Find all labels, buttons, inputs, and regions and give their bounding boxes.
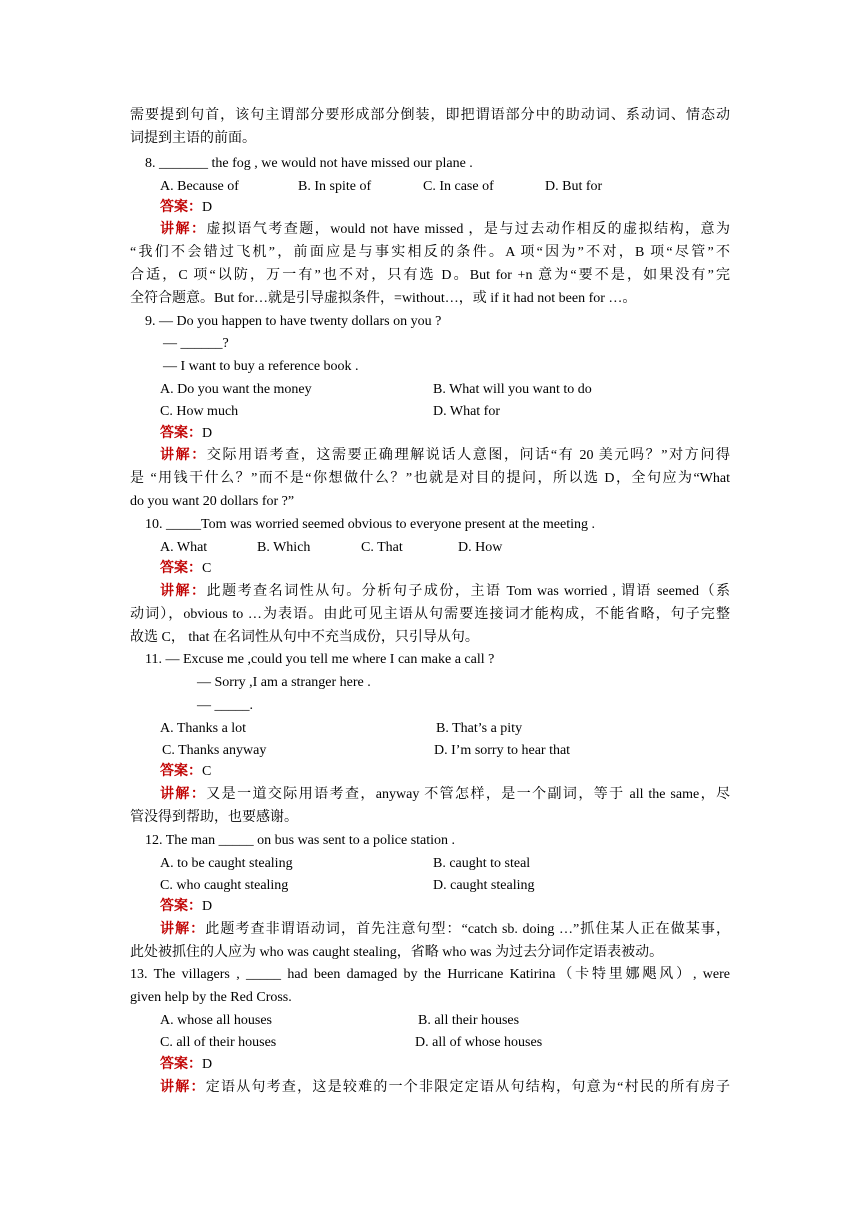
answer-value: D bbox=[202, 899, 213, 914]
q10-option-c: C. That bbox=[361, 540, 403, 555]
q9-explanation-1 bbox=[160, 446, 730, 466]
q11-stem: 11. — Excuse me ,could you tell me where I can make a call ? bbox=[145, 652, 495, 667]
q12-option-c: C. who caught stealing bbox=[160, 878, 289, 893]
q13-stem-2: given help by the Red Cross. bbox=[130, 990, 292, 1005]
q13-option-b: B. all their houses bbox=[418, 1013, 520, 1028]
q11-option-b: B. That’s a pity bbox=[436, 721, 523, 736]
answer-value: D bbox=[202, 200, 213, 215]
q10-explanation-2: 动词），obvious to …为表语。由此可见主语从句需要连接词才能构成，不能省略，句子完整 bbox=[130, 607, 730, 622]
q11-option-c: C. Thanks anyway bbox=[162, 743, 267, 758]
q8-option-d: D. But for bbox=[545, 179, 603, 194]
q12-option-d: D. caught stealing bbox=[433, 878, 535, 893]
explanation-text: 虚拟语气考查题，would not have missed ，是与过去动作相反的虚拟结构，意为 bbox=[206, 222, 730, 237]
answer-value: D bbox=[202, 426, 213, 441]
intro-line-1: 需要提到句首，该句主谓部分要形成部分倒装，即把谓语部分中的助动词、系动词、情态动 bbox=[130, 108, 730, 123]
answer-label: 答案： bbox=[160, 561, 202, 576]
explanation-text: 此题考查非谓语动词，首先注意句型：“catch sb. doing …”抓住某人正在做某事， bbox=[205, 922, 731, 937]
q8-explanation-4: 全符合题意。But for…就是引导虚拟条件，=without…，或 if it had not been for …。 bbox=[130, 291, 637, 306]
answer-label: 答案： bbox=[160, 764, 202, 779]
answer-label: 答案： bbox=[160, 1057, 202, 1072]
explanation-label: 讲解： bbox=[160, 922, 206, 937]
explanation-label: 讲解： bbox=[160, 787, 207, 802]
q10-stem: 10. _____Tom was worried seemed obvious to everyone present at the meeting . bbox=[145, 517, 596, 532]
explanation-label: 讲解： bbox=[160, 222, 207, 237]
q11-dialog-3: — _____. bbox=[197, 698, 253, 713]
q13-answer bbox=[160, 1055, 212, 1075]
explanation-text: 此题考查名词性从句。分析句子成份，主语 Tom was worried , 谓语 seemed（系 bbox=[206, 584, 730, 599]
q9-explanation-3: do you want 20 dollars for ?” bbox=[130, 494, 295, 509]
q9-answer bbox=[160, 424, 212, 444]
q9-option-c: C. How much bbox=[160, 404, 239, 419]
q12-option-b: B. caught to steal bbox=[433, 856, 531, 871]
q12-answer bbox=[160, 897, 212, 917]
answer-value: C bbox=[202, 764, 212, 779]
answer-label: 答案： bbox=[160, 899, 202, 914]
explanation-label: 讲解： bbox=[160, 448, 207, 463]
q13-explanation-1 bbox=[160, 1078, 730, 1098]
q13-option-c: C. all of their houses bbox=[160, 1035, 277, 1050]
explanation-label: 讲解： bbox=[160, 1080, 206, 1095]
q9-option-a: A. Do you want the money bbox=[160, 382, 312, 397]
q10-explanation-3: 故选 C， that 在名词性从句中不充当成份，只引导从句。 bbox=[130, 630, 479, 645]
explanation-text: 交际用语考查，这需要正确理解说话人意图，问话“有 20 美元吗？”对方问得 bbox=[206, 448, 730, 463]
q8-explanation-3: 合适，C 项“以防，万一有”也不对，只有选 D。But for +n 意为“要不是，如果没有”完 bbox=[130, 268, 730, 283]
q9-dialog-2: — ______? bbox=[163, 336, 229, 351]
explanation-text: 又是一道交际用语考查，anyway 不管怎样，是一个副词，等于 all the same，尽 bbox=[206, 787, 731, 802]
q8-answer bbox=[160, 198, 212, 218]
q10-option-a: A. What bbox=[160, 540, 208, 555]
answer-label: 答案： bbox=[160, 426, 202, 441]
q13-option-d: D. all of whose houses bbox=[415, 1035, 543, 1050]
answer-label: 答案： bbox=[160, 200, 202, 215]
q12-option-a: A. to be caught stealing bbox=[160, 856, 293, 871]
q9-option-b: B. What will you want to do bbox=[433, 382, 592, 397]
explanation-label: 讲解： bbox=[160, 584, 207, 599]
q11-dialog-2: — Sorry ,I am a stranger here . bbox=[197, 675, 371, 690]
q13-stem: 13. The villagers , _____ had been damaged by the Hurricane Katirina（卡特里娜飓风）, were bbox=[130, 967, 730, 982]
q10-answer bbox=[160, 559, 211, 579]
q11-option-a: A. Thanks a lot bbox=[160, 721, 247, 736]
q12-stem: 12. The man _____ on bus was sent to a police station . bbox=[145, 833, 456, 848]
q9-explanation-2: 是 “用钱干什么？”而不是“你想做什么？”也就是对目的提问，所以选 D，全句应为“What bbox=[130, 471, 730, 486]
q8-stem: 8. _______ the fog , we would not have missed our plane . bbox=[145, 156, 473, 171]
q8-explanation-1 bbox=[160, 220, 730, 240]
q11-option-d: D. I’m sorry to hear that bbox=[434, 743, 571, 758]
q10-option-d: D. How bbox=[458, 540, 503, 555]
q8-explanation-2: “我们不会错过飞机”，前面应是与事实相反的条件。A 项“因为”不对，B 项“尽管”不 bbox=[130, 245, 730, 260]
q8-option-a: A. Because of bbox=[160, 179, 239, 194]
q8-option-c: C. In case of bbox=[423, 179, 494, 194]
q11-explanation-2: 管没得到帮助，也要感谢。 bbox=[130, 810, 298, 825]
explanation-text: 定语从句考查，这是较难的一个非限定定语从句结构，句意为“村民的所有房子 bbox=[205, 1080, 730, 1095]
q13-option-a: A. whose all houses bbox=[160, 1013, 272, 1028]
q9-option-d: D. What for bbox=[433, 404, 500, 419]
q10-explanation-1 bbox=[160, 582, 730, 602]
answer-value: C bbox=[202, 561, 212, 576]
q8-option-b: B. In spite of bbox=[298, 179, 372, 194]
q9-dialog-3: — I want to buy a reference book . bbox=[163, 359, 359, 374]
answer-value: D bbox=[202, 1057, 213, 1072]
q10-option-b: B. Which bbox=[257, 540, 311, 555]
q11-answer bbox=[160, 762, 211, 782]
q12-explanation-1 bbox=[160, 920, 730, 940]
q9-stem: 9. — Do you happen to have twenty dollars on you ? bbox=[145, 314, 442, 329]
intro-line-2: 词提到主语的前面。 bbox=[130, 131, 256, 146]
q12-explanation-2: 此处被抓住的人应为 who was caught stealing，省略 who was 为过去分词作定语表被动。 bbox=[130, 945, 664, 960]
q11-explanation-1 bbox=[160, 785, 730, 805]
